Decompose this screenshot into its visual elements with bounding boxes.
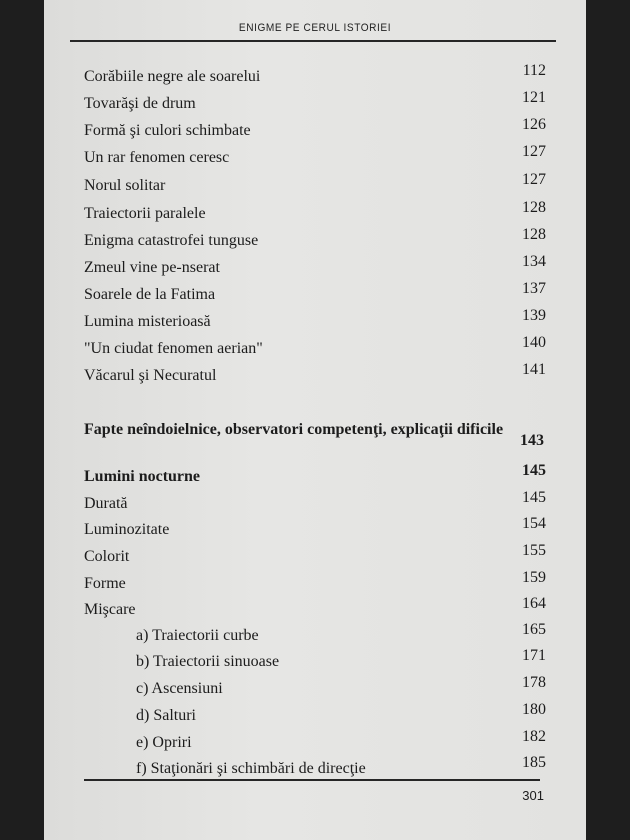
toc-page-number: 127 [522,143,546,160]
toc-entry: Un rar fenomen ceresc 127 [84,146,546,170]
toc-page-number: 164 [522,595,546,612]
toc-entry: e) Opriri 182 [84,731,546,755]
section-heading-page-number: 143 [520,432,544,449]
toc-entry: Traiectorii paralele 128 [84,202,546,226]
book-page [44,0,586,840]
toc-entry: Colorit 155 [84,545,546,569]
toc-page-number: 154 [522,515,546,532]
toc-entry: f) Staţionări şi schimbări de direcţie 185 [84,757,546,781]
toc-entry: b) Traiectorii sinuoase 171 [84,650,546,674]
toc-page-number: 139 [522,307,546,324]
toc-entry: Tovarăşi de drum 121 [84,92,546,116]
toc-entry: c) Ascensiuni 178 [84,677,546,701]
toc-page-number: 140 [522,334,546,351]
toc-entry: Enigma catastrofei tunguse 128 [84,229,546,253]
toc-page-number: 121 [522,89,546,106]
toc-entry: Luminozitate 154 [84,518,546,542]
section-heading: Fapte neîndoielnice, observatori competenţi, explicaţii dificile [84,421,504,438]
toc-page-number: 155 [522,542,546,559]
toc-page-number: 137 [522,280,546,297]
toc-entry: Lumina misterioasă 139 [84,310,546,334]
toc-page-number: 159 [522,569,546,586]
toc-entry: Forme 159 [84,572,546,596]
toc-subheading: Lumini nocturne 145 [84,465,546,489]
toc-page-number: 178 [522,674,546,691]
toc-entry: Zmeul vine pe-nserat 134 [84,256,546,280]
toc-entry: d) Salturi 180 [84,704,546,728]
toc-entry: Soarele de la Fatima 137 [84,283,546,307]
toc-page-number: 128 [522,199,546,216]
toc-page-number: 126 [522,116,546,133]
toc-entry: Mişcare 164 [84,598,546,622]
toc-entry: Formă şi culori schimbate 126 [84,119,546,143]
toc-page-number: 165 [522,621,546,638]
toc-entry: Norul solitar 127 [84,174,546,198]
toc-entry: "Un ciudat fenomen aerian" 140 [84,337,546,361]
toc-page-number: 180 [522,701,546,718]
toc-page-number: 127 [522,171,546,188]
toc-page-number: 145 [522,462,546,479]
toc-page-number: 134 [522,253,546,270]
toc-entry: Corăbiile negre ale soarelui 112 [84,65,546,89]
toc-entry: a) Traiectorii curbe 165 [84,624,546,648]
header-rule [70,40,556,42]
footer-rule [84,779,540,781]
toc-page-number: 141 [522,361,546,378]
toc-page-number: 171 [522,647,546,664]
page-number: 301 [522,788,544,803]
toc-entry: Văcarul şi Necuratul 141 [84,364,546,388]
toc-entry: Durată 145 [84,492,546,516]
toc-page-number: 182 [522,728,546,745]
toc-page-number: 145 [522,489,546,506]
running-header: ENIGME PE CERUL ISTORIEI [238,22,392,34]
toc-page-number: 112 [522,62,546,79]
toc-page-number: 185 [522,754,546,771]
toc-page-number: 128 [522,226,546,243]
